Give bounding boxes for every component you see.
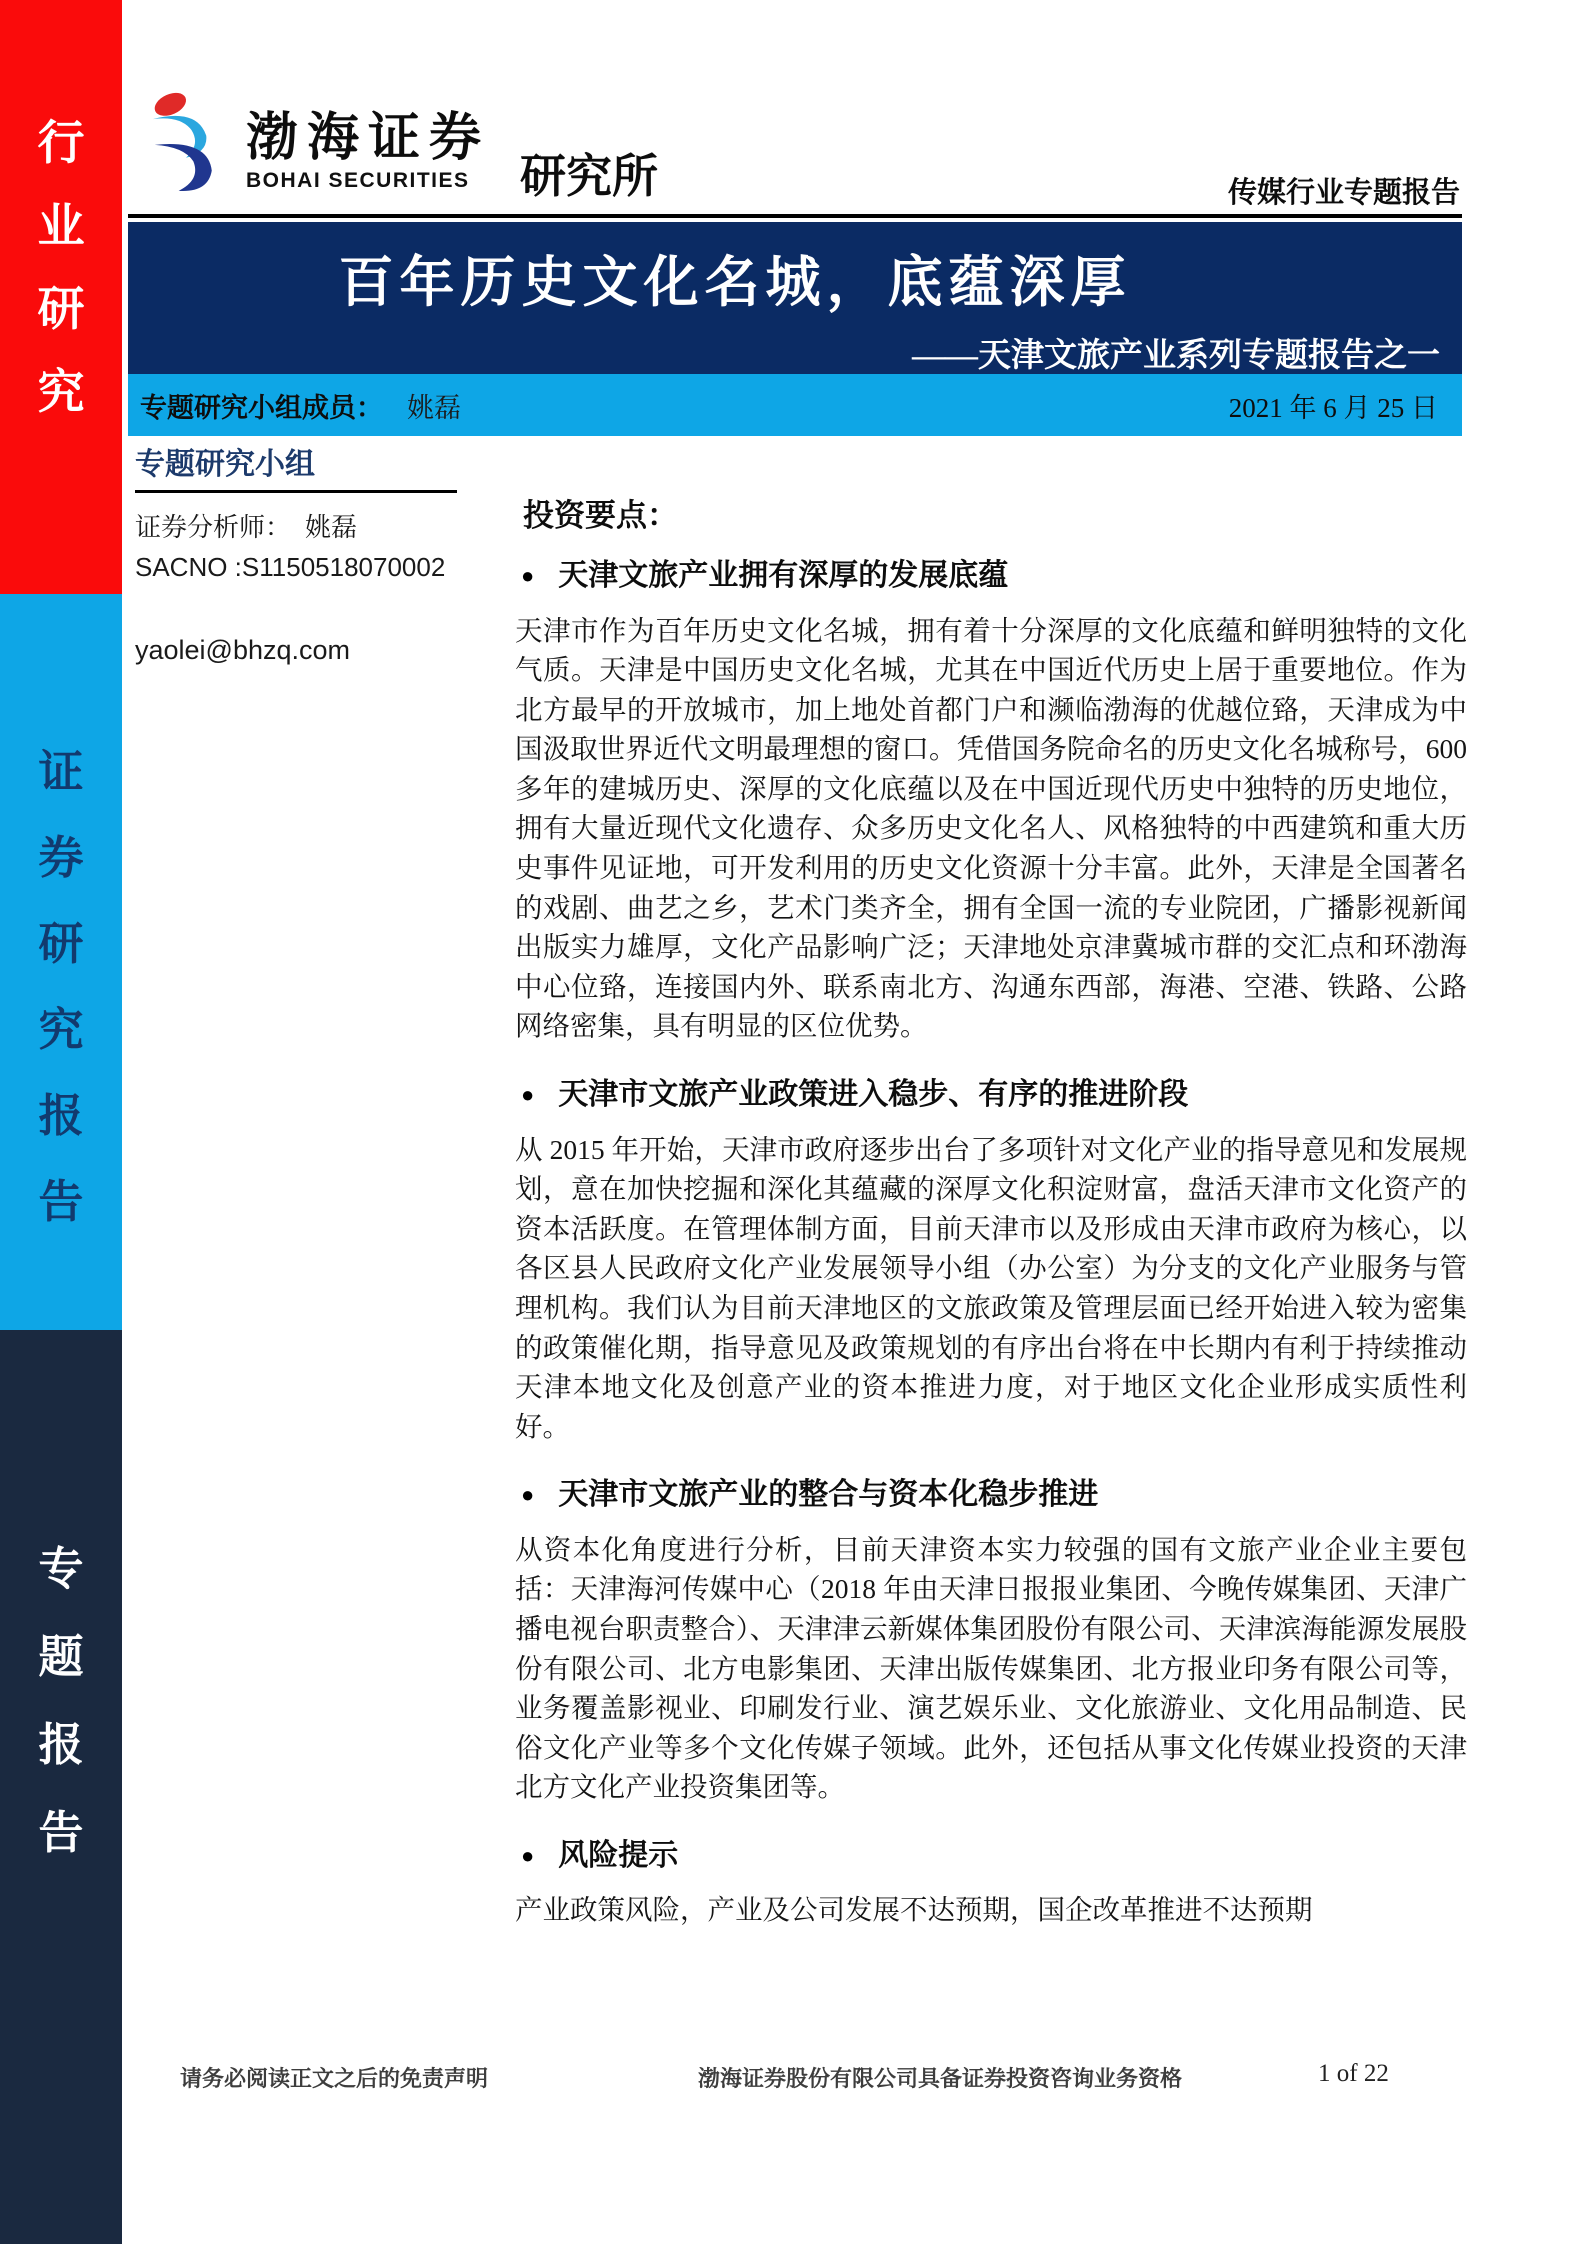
sidebar-char: 告 [38, 1807, 84, 1858]
team-label: 专题研究小组成员： [140, 392, 383, 423]
brand-header [140, 84, 658, 206]
bullet-icon: ● [521, 1482, 535, 1508]
section-development-foundation [515, 557, 1467, 1046]
logo-name-cn: 渤海证券 [246, 110, 491, 167]
sidebar-char: 研 [37, 284, 85, 336]
footer-disclaimer: 请务必阅读正文之后的免责声明 [180, 2066, 489, 2091]
section-body: 产业政策风险，产业及公司发展不达预期，国企改革推进不达预期 [515, 1894, 1313, 1926]
sidebar-char: 究 [38, 1004, 84, 1055]
sac-number: SACNO :S1150518070002 [135, 552, 446, 582]
analyst-email: yaolei@bhzq.com [135, 635, 351, 665]
investment-points-heading: 投资要点： [523, 498, 678, 533]
section-title [521, 557, 1467, 595]
sidebar-char: 业 [37, 201, 85, 253]
research-institute-label: 研究所 [520, 151, 659, 202]
page-number: 1 of 22 [1318, 2060, 1389, 2087]
logo-name-en: BOHAI SECURITIES [246, 169, 470, 193]
sidebar-char: 报 [38, 1090, 84, 1141]
section-body: 天津市作为百年历史文化名城，拥有着十分深厚的文化底蕴和鲜明独特的文化气质。天津是中国历史文化名城，尤其在中国近代历史上居于重要地位。作为北方最早的开放城市，加上地处首都门户和濒临渤海的优越位臵，天津成为中国汲取世界近代文明最理想的窗口。凭借国务院命名的历史文化名城称号，600 多年的建城历史、深厚的文化底蕴以及在中国近现代历史中独特的历史地位，拥有大量近现代文化遗存、众多历史文化名人、风格独特的中西建筑和重大历史事件见证地，可开发利用的历史文化资源十分丰富。此外，天津是全国著名的戏剧、曲艺之乡，艺术门类齐全，拥有全国一流的专业院团，广播影视新闻出版实力雄厚，文化产品影响广泛；天津地处京津冀城市群的交汇点和环渤海中心位臵，连接国内外、联系南北方、沟通东西部，海港、空港、铁路、公路网络密集，具有明显的区位优势。 [515, 614, 1467, 1042]
analyst-column-heading: 专题研究小组 [135, 448, 315, 481]
section-title [521, 1837, 1467, 1875]
bullet-icon: ● [521, 562, 535, 588]
sidebar-securities-research-band [0, 594, 122, 1330]
logo-text [246, 84, 490, 193]
sidebar-char: 题 [38, 1631, 84, 1682]
sidebar-char: 究 [37, 367, 85, 419]
section-body: 从 2015 年开始，天津市政府逐步出台了多项针对文化产业的指导意见和发展规划，意在加快挖掘和深化其蕴藏的深厚文化积淀财富，盘活天津市文化资产的资本活跃度。在管理体制方面，目前天津市以及形成由天津市政府为核心，以各区县人民政府文化产业发展领导小组（办公室）为分支的文化产业服务与管理机构。我们认为目前天津地区的文旅政策及管理层面已经开始进入较为密集的政策催化期，指导意见及政策规划的有序出台将在中长期内有利于持续推动天津本地文化及创意产业的资本推进力度，对于地区文化企业形成实质性利好。 [515, 1133, 1467, 1442]
sidebar-char: 报 [38, 1719, 84, 1770]
analyst-name: 姚磊 [305, 513, 358, 542]
bohai-logo-icon [140, 84, 232, 202]
report-subtitle: ——天津文旅产业系列专题报告之一 [912, 338, 1440, 374]
info-band [128, 374, 1462, 436]
bullet-icon: ● [521, 1081, 535, 1107]
sidebar-char: 告 [38, 1176, 84, 1227]
report-type-label: 传媒行业专题报告 [1227, 177, 1460, 209]
sidebar-industry-research-band [0, 0, 122, 594]
section-title [521, 1476, 1467, 1514]
analyst-label: 证券分析师： [135, 513, 292, 542]
sidebar-char: 专 [38, 1543, 84, 1594]
title-band [128, 222, 1462, 374]
section-risk-warning [515, 1837, 1467, 1930]
sidebar [0, 0, 122, 2244]
section-capitalization [515, 1476, 1467, 1807]
team-member-name: 姚磊 [407, 392, 461, 423]
sidebar-char: 证 [38, 746, 84, 797]
section-title-text: 风险提示 [558, 1838, 679, 1872]
bullet-icon: ● [521, 1842, 535, 1868]
research-team [140, 386, 461, 425]
analyst-line [135, 507, 457, 544]
sidebar-char: 券 [38, 832, 84, 883]
section-title [521, 1076, 1467, 1114]
section-title-text: 天津文旅产业拥有深厚的发展底蕴 [558, 559, 1009, 592]
report-title: 百年历史文化名城，底蕴深厚 [338, 252, 1132, 313]
section-title-text: 天津市文旅产业政策进入稳步、有序的推进阶段 [558, 1078, 1189, 1112]
section-policy-stage [515, 1076, 1467, 1446]
sidebar-char: 研 [38, 918, 84, 969]
footer-qualification: 渤海证券股份有限公司具备证券投资咨询业务资格 [698, 2066, 1183, 2091]
sidebar-special-report-band [0, 1330, 122, 2244]
report-date: 2021 年 6 月 25 日 [1228, 392, 1438, 423]
section-body: 从资本化角度进行分析，目前天津资本实力较强的国有文旅产业企业主要包括：天津海河传媒中心（2018 年由天津日报报业集团、今晚传媒集团、天津广播电视台职责整合）、天津津云新媒体集团股份有限公司、天津滨海能源发展股份有限公司、北方电影集团、天津出版传媒集团、北方报业印务有限公司等，业务覆盖影视业、印刷发行业、演艺娱乐业、文化旅游业、文化用品制造、民俗文化产业等多个文化传媒子领域。此外，还包括从事文化传媒业投资的天津北方文化产业投资集团等。 [515, 1533, 1467, 1803]
header-rule [128, 214, 1462, 218]
sidebar-char: 行 [37, 118, 85, 170]
analyst-column-rule [135, 490, 457, 493]
investment-points [515, 490, 1467, 1930]
analyst-column [135, 448, 457, 666]
section-title-text: 天津市文旅产业的整合与资本化稳步推进 [558, 1478, 1099, 1512]
